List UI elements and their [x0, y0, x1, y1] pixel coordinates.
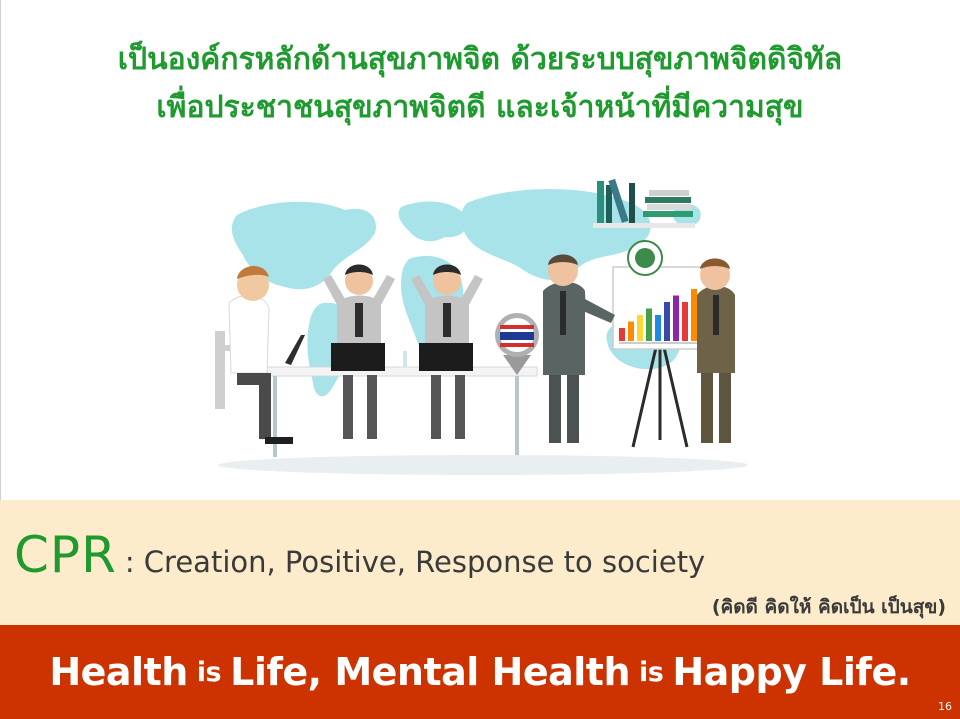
person-cheering-2-icon — [411, 265, 483, 440]
page-number: 16 — [938, 700, 952, 713]
team-meeting-illustration — [205, 175, 760, 480]
footer-banner — [0, 625, 960, 719]
chart-bar — [655, 315, 661, 341]
chart-bar — [619, 328, 625, 341]
cpr-heading — [14, 526, 705, 584]
person-presenter-icon — [543, 255, 615, 444]
chart-bar — [682, 302, 688, 341]
slogan — [0, 625, 960, 719]
cpr-banner — [0, 500, 960, 625]
chart-bar — [673, 296, 679, 342]
title-line-2: เพื่อประชาชนสุขภาพจิตดี และเจ้าหน้าที่มีความสุข — [156, 90, 804, 125]
slogan-part-3: Happy Life. — [672, 650, 911, 694]
chart-bar — [691, 289, 697, 341]
slide-title — [0, 36, 960, 132]
title-line-1: เป็นองค์กรหลักด้านสุขภาพจิต ด้วยระบบสุขภาพจิตดิจิทัล — [117, 42, 843, 77]
slogan-is-1: is — [196, 656, 222, 688]
chart-bar — [628, 322, 634, 342]
cpr-expansion: : Creation, Positive, Response to society — [124, 545, 706, 579]
meeting-table-icon — [255, 351, 537, 457]
presentation-easel-icon — [613, 241, 707, 447]
cpr-thai-motto: (คิดดี คิดให้ คิดเป็น เป็นสุข) — [711, 596, 946, 618]
person-cheering-1-icon — [323, 265, 395, 440]
cpr-acronym: CPR — [14, 526, 117, 584]
thailand-flag-pin-icon — [495, 313, 539, 375]
chart-bar — [664, 302, 670, 341]
person-seated-laptop-icon — [215, 266, 305, 444]
chart-bar — [646, 309, 652, 342]
slogan-part-1: Health — [49, 650, 188, 694]
slogan-part-2: Life, Mental Health — [230, 650, 630, 694]
slogan-is-2: is — [639, 656, 664, 688]
chart-bar — [637, 315, 643, 341]
